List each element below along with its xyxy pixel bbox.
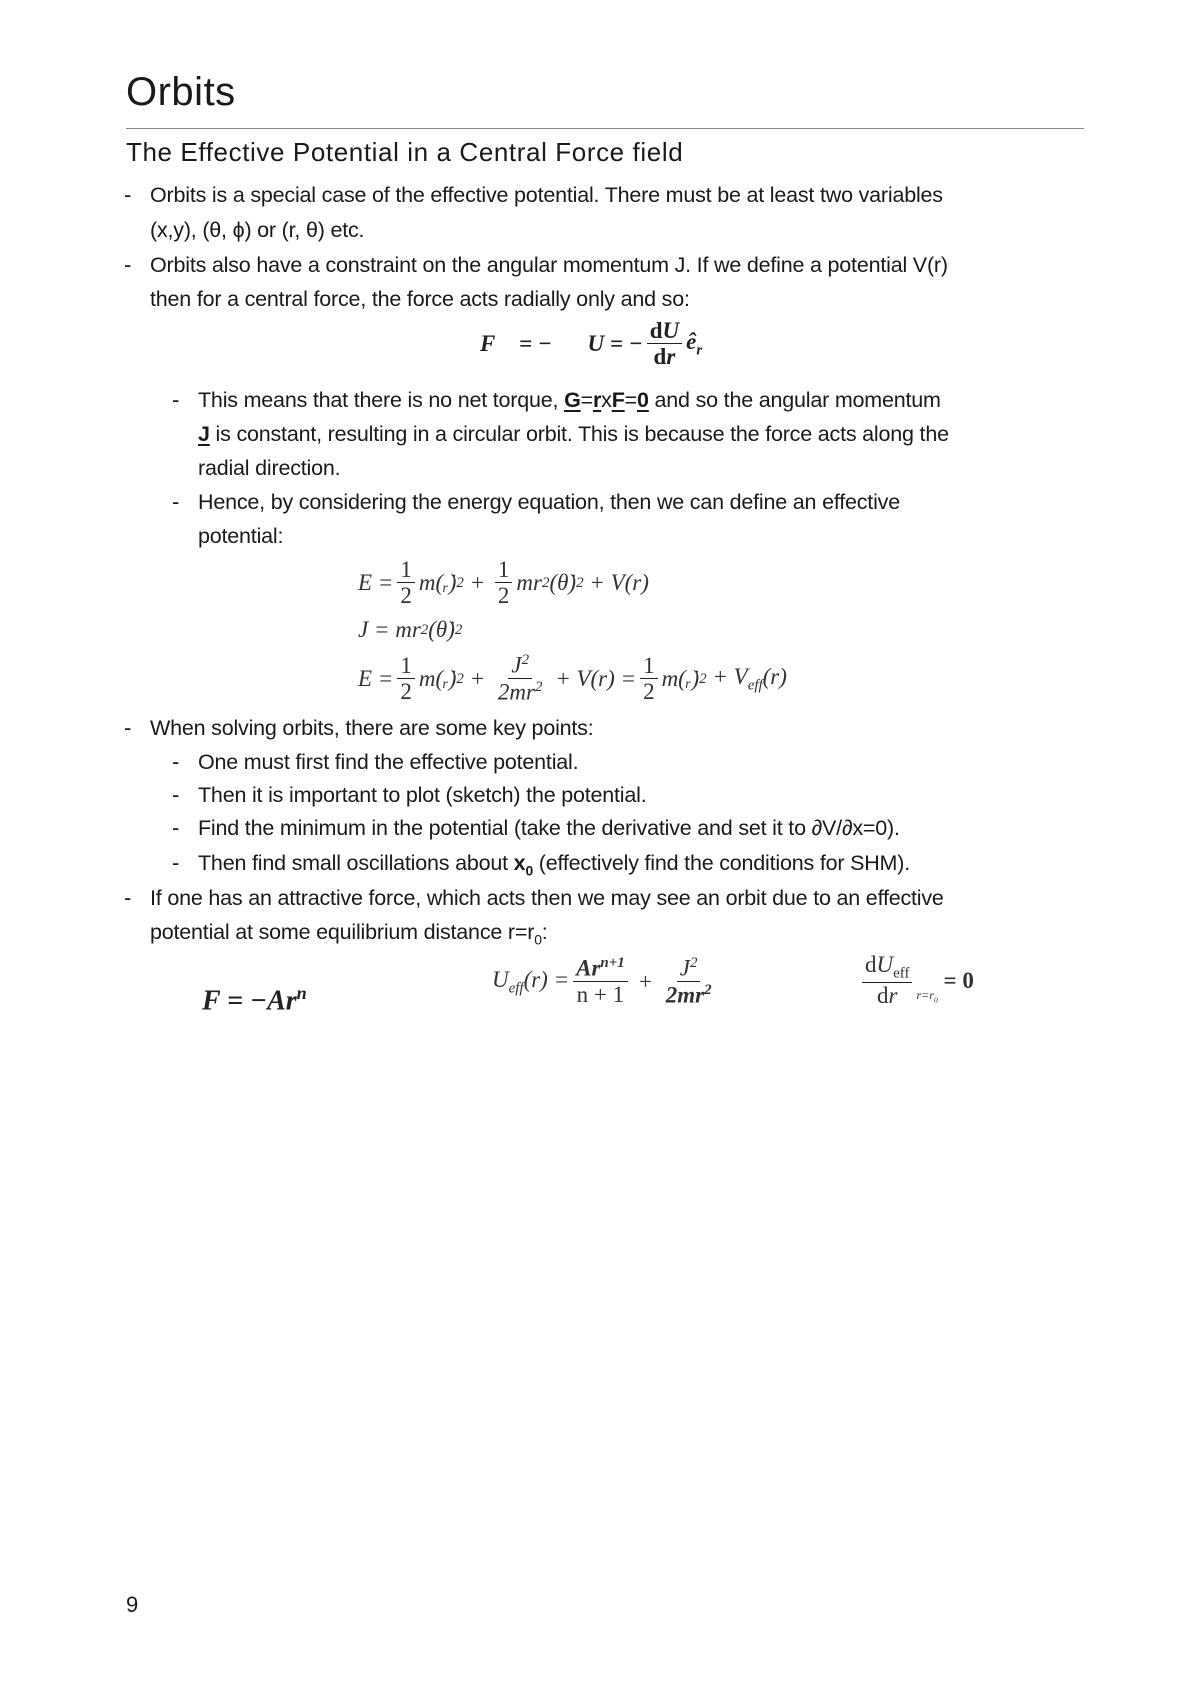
- bullet-dash: -: [172, 387, 180, 412]
- equation-angular-momentum: J = mr 2 (θ̇) 2: [358, 617, 463, 642]
- force-vector-symbol: F: [611, 388, 625, 412]
- bullet-dash: -: [172, 850, 180, 875]
- bullet-3-line-1: When solving orbits, there are some key points:: [150, 716, 594, 740]
- angular-momentum-symbol: J: [198, 422, 210, 446]
- sub-bullet-energy-line-1: Hence, by considering the energy equation, then we can define an effective: [198, 490, 900, 514]
- bullet-dash: -: [172, 782, 180, 807]
- text-segment: :: [541, 920, 548, 944]
- equation-power-law-force: $F = -Ar^n$: [202, 982, 307, 1017]
- text-segment: is constant, resulting in a circular orbit. This is because the force acts along the: [209, 422, 949, 446]
- bullet-dash: -: [124, 252, 132, 277]
- equation-force-gradient: F⃗ = −∇⃗U = − $\frac{dU}{dr}$ $ê_r$: [480, 317, 703, 369]
- text-segment: This means that there is no net torque,: [198, 388, 565, 412]
- equation-energy-effective: E = $\frac{1}{2}$ m(ᵣ̇) 2 + $\frac{J^2}{2mr^2}$ + V(r) = $\frac{1}{2}$ m(ᵣ̇) 2 + $V_{eff}(r)$: [358, 651, 787, 705]
- sub-bullet-torque-line-3: radial direction.: [198, 456, 341, 480]
- bullet-dash: -: [172, 489, 180, 514]
- page-title: Orbits: [126, 70, 236, 114]
- equation-equilibrium-condition: $\frac{dU_{eff}}{dr}$ $r=r_0$ = 0: [858, 950, 974, 1012]
- bullet-dash: -: [124, 715, 132, 740]
- bullet-2-line-1: Orbits also have a constraint on the angular momentum J. If we define a potential V(r): [150, 253, 948, 277]
- bullet-4-line-1: If one has an attractive force, which acts then we may see an orbit due to an effective: [150, 886, 944, 910]
- sub-bullet-torque-line-2: [198, 417, 949, 451]
- bullet-dash: -: [172, 815, 180, 840]
- equation-energy: E = $\frac{1}{2}$ m(ᵣ̇) 2 + $\frac{1}{2}$ mr 2 (θ̇) 2 + V(r): [358, 556, 649, 608]
- page-number: 9: [126, 1592, 139, 1617]
- equilibrium-subscript: 0: [525, 862, 534, 879]
- bullet-1-line-1: Orbits is a special case of the effective potential. There must be at least two variables: [150, 183, 943, 207]
- sub-bullet-torque-line-1: [198, 383, 941, 417]
- text-segment: =: [624, 388, 637, 412]
- text-segment: potential at some equilibrium distance r=r: [150, 920, 535, 944]
- text-segment: Then find small oscillations about: [198, 851, 514, 875]
- title-divider: [126, 128, 1084, 129]
- equilibrium-subscript: 0: [534, 931, 542, 948]
- bullet-dash: -: [124, 182, 132, 207]
- position-vector-symbol: r: [592, 388, 602, 412]
- torque-symbol: G: [564, 388, 581, 412]
- zero-vector-symbol: 0: [637, 388, 649, 412]
- text-segment: (effectively find the conditions for SHM).: [533, 851, 910, 875]
- bullet-dash: -: [124, 885, 132, 910]
- sub-bullet-step-2: Then it is important to plot (sketch) the potential.: [198, 783, 647, 807]
- bullet-2-line-2: then for a central force, the force acts radially only and so:: [150, 287, 690, 311]
- text-segment: =: [580, 388, 593, 412]
- equation-effective-potential: $U_{eff}(r)$ = $\frac{Ar^{n+1}}{n + 1}$ + $\frac{J^2}{2mr^2}$: [492, 954, 712, 1008]
- section-heading: The Effective Potential in a Central Force field: [126, 137, 684, 167]
- equilibrium-symbol: x: [513, 851, 526, 875]
- sub-bullet-energy-line-2: potential:: [198, 524, 284, 548]
- cross-symbol: x: [601, 388, 612, 412]
- sub-bullet-step-1: One must first find the effective potential.: [198, 750, 579, 774]
- bullet-4-line-2: [150, 915, 548, 956]
- sub-bullet-step-3: Find the minimum in the potential (take the derivative and set it to ∂V/∂x=0).: [198, 816, 900, 840]
- bullet-1-line-2: (x,y), (θ, ϕ) or (r, θ) etc.: [150, 218, 365, 242]
- bullet-dash: -: [172, 749, 180, 774]
- text-segment: and so the angular momentum: [648, 388, 941, 412]
